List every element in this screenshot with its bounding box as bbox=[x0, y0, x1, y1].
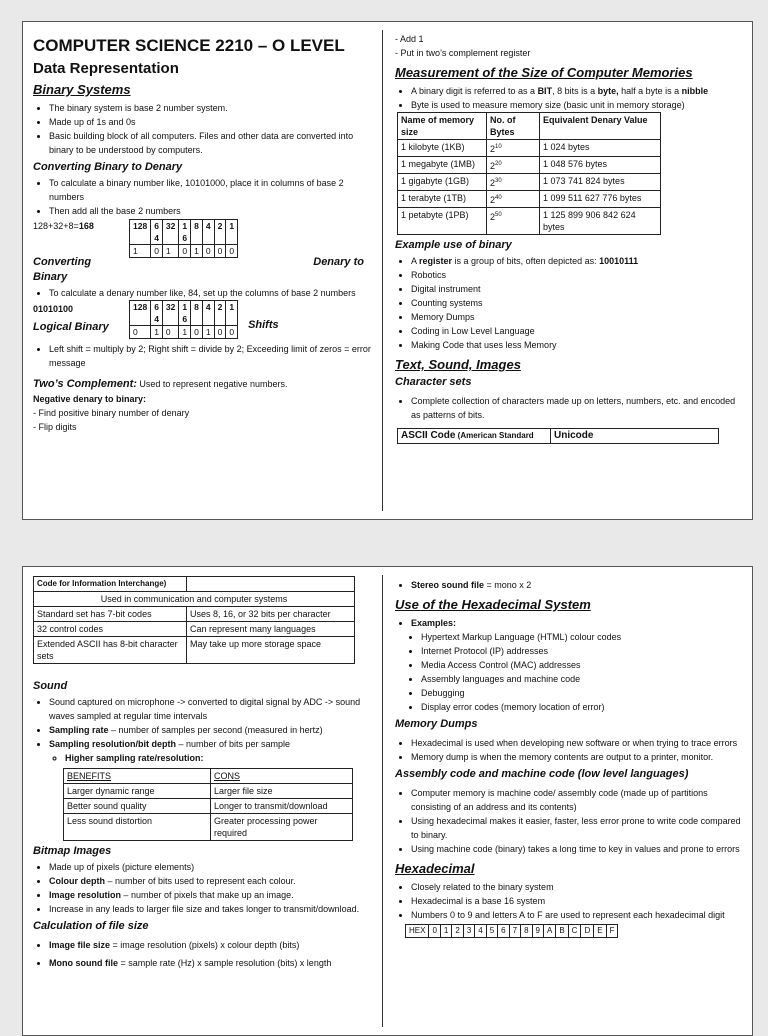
hex-cell: D bbox=[581, 925, 594, 938]
example-bullets bbox=[395, 254, 747, 352]
table-cell: Larger dynamic range bbox=[64, 784, 211, 799]
neg-heading: Negative denary to binary: bbox=[33, 394, 147, 404]
list-item: • Coding in Low Level Language bbox=[411, 324, 747, 338]
shifts-heading: Shifts bbox=[248, 319, 279, 331]
memory-heading: Measurement of the Size of Computer Memories bbox=[395, 65, 693, 80]
table-cell bbox=[487, 191, 540, 208]
table-cell: 8 bbox=[191, 220, 203, 245]
table-cell: 1 048 576 bytes bbox=[540, 157, 661, 174]
text-part: – number of pixels that make up an image. bbox=[121, 890, 294, 900]
page1-right-column bbox=[395, 22, 747, 519]
table-header-cell: No. of Bytes bbox=[487, 113, 540, 140]
text-part: Colour depth bbox=[49, 876, 105, 886]
conv-d2b-heading-cont: Binary bbox=[33, 271, 68, 283]
table-row bbox=[34, 607, 355, 622]
step-line: - Put in two’s complement register bbox=[395, 48, 531, 58]
logical-heading: Logical Binary bbox=[33, 321, 109, 333]
stereo-bullets bbox=[395, 578, 747, 592]
list-item bbox=[411, 84, 747, 98]
power-base: 2 bbox=[490, 195, 496, 205]
page2-left-column bbox=[33, 567, 378, 1035]
table-cell: 6 4 bbox=[151, 220, 163, 245]
hex-cell: 6 bbox=[498, 925, 509, 938]
hex-cell: 8 bbox=[521, 925, 532, 938]
dumps-bullets bbox=[395, 736, 747, 764]
list-item: • Left shift = multiply by 2; Right shift = divide by 2; Exceeding limit of zeros = error message bbox=[49, 342, 378, 370]
text-part: register bbox=[419, 256, 453, 266]
text-part: , 8 bits is a bbox=[552, 86, 598, 96]
table-cell: 1 kilobyte (1KB) bbox=[398, 140, 487, 157]
table-cell: 0 bbox=[226, 326, 238, 339]
twos-complement-line bbox=[33, 374, 378, 392]
example-heading: Example use of binary bbox=[395, 239, 512, 251]
text-part: nibble bbox=[681, 86, 709, 96]
binary-systems-heading: Binary Systems bbox=[33, 82, 131, 97]
bits-row bbox=[130, 326, 238, 339]
text-part: A binary digit is referred to as a bbox=[411, 86, 538, 96]
table-row bbox=[398, 429, 719, 444]
charset-heading: Character sets bbox=[395, 376, 472, 388]
table-cell: 0 bbox=[179, 245, 191, 258]
table-cell: 0 bbox=[202, 245, 214, 258]
table-cell: 1 125 899 906 842 624 bytes bbox=[540, 208, 661, 235]
list-item: • Complete collection of characters made up on letters, numbers, etc. and encoded as patterns of bits. bbox=[411, 394, 747, 422]
power-exponent: 10 bbox=[495, 144, 502, 150]
binary-table-1 bbox=[129, 219, 238, 258]
table-cell: 4 bbox=[202, 220, 214, 245]
table-cell: 1 099 511 627 776 bytes bbox=[540, 191, 661, 208]
list-item: • Numbers 0 to 9 and letters A to F are used to represent each hexadecimal digit bbox=[411, 908, 747, 922]
list-item: • Basic building block of all computers. Files and other data are converted into binary to be understood by computers. bbox=[49, 129, 378, 157]
table-cell: 32 bbox=[162, 301, 178, 326]
hex-cell: HEX bbox=[406, 925, 429, 938]
text-part: Image file size bbox=[49, 940, 111, 950]
step-line: - Add 1 bbox=[395, 34, 424, 44]
list-item: • Internet Protocol (IP) addresses bbox=[421, 644, 747, 658]
conv-b2d-heading: Converting Binary to Denary bbox=[33, 161, 183, 173]
table-cell: Can represent many languages bbox=[187, 622, 355, 637]
power-exponent: 30 bbox=[495, 178, 502, 184]
table-cell: Uses 8, 16, or 32 bits per character bbox=[187, 607, 355, 622]
calc-bullets bbox=[33, 938, 378, 970]
list-item: • The binary system is base 2 number system. bbox=[49, 101, 378, 115]
list-item: • Sound captured on microphone -> converted to digital signal by ADC -> sound waves sampled at regular time intervals bbox=[49, 695, 378, 723]
list-item: • Display error codes (memory location of error) bbox=[421, 700, 747, 714]
hex-cell: C bbox=[568, 925, 581, 938]
list-item: • Memory dump is when the memory contents are output to a printer, monitor. bbox=[411, 750, 747, 764]
binary-example-1 bbox=[33, 219, 378, 258]
power-exponent: 50 bbox=[495, 212, 502, 218]
text-part: = sample rate (Hz) x sample resolution (bits) x length bbox=[118, 958, 332, 968]
table-cell: Used in communication and computer systems bbox=[34, 592, 355, 607]
text-part: Sampling rate bbox=[49, 725, 109, 735]
list-item: • Made up of 1s and 0s bbox=[49, 115, 378, 129]
list-item bbox=[411, 254, 747, 268]
table-cell: Less sound distortion bbox=[64, 814, 211, 841]
table-header-row bbox=[398, 113, 661, 140]
list-item bbox=[411, 578, 747, 592]
binary-bullets bbox=[33, 101, 378, 157]
text-part: Image resolution bbox=[49, 890, 122, 900]
table-cell: 2 bbox=[214, 220, 226, 245]
list-item: • Hexadecimal is used when developing new software or when trying to trace errors bbox=[411, 736, 747, 750]
bits-row bbox=[130, 245, 238, 258]
list-item bbox=[49, 874, 378, 888]
list-item: • Using hexadecimal makes it easier, faster, less error prone to write code compared to binary. bbox=[411, 814, 747, 842]
step-line: - Find positive binary number of denary bbox=[33, 408, 190, 418]
table-cell: 4 bbox=[202, 301, 214, 326]
ascii-small: (American Standard bbox=[455, 431, 534, 440]
power-base: 2 bbox=[490, 212, 496, 222]
table-cell bbox=[398, 429, 551, 444]
section-title: Data Representation bbox=[33, 60, 179, 77]
list-item: • Hexadecimal is a base 16 system bbox=[411, 894, 747, 908]
text-part: byte, bbox=[597, 86, 619, 96]
text-part: – number of samples per second (measured in hertz) bbox=[108, 725, 323, 735]
list-item: • To calculate a binary number like, 10101000, place it in columns of base 2 numbers bbox=[49, 176, 378, 204]
memory-bullets bbox=[395, 84, 747, 112]
list-item: • Made up of pixels (picture elements) bbox=[49, 860, 378, 874]
table-cell: 1 megabyte (1MB) bbox=[398, 157, 487, 174]
table-cell: 0 bbox=[214, 326, 226, 339]
hex-cell: B bbox=[556, 925, 568, 938]
sum-prefix: 128+32+8= bbox=[33, 221, 79, 231]
table-cell: 0 bbox=[162, 326, 178, 339]
table-row bbox=[64, 814, 353, 841]
table-row bbox=[34, 637, 355, 664]
power-base: 2 bbox=[490, 144, 496, 154]
table-cell: 1 bbox=[151, 326, 163, 339]
table-cell: Extended ASCII has 8-bit character sets bbox=[34, 637, 187, 664]
sound-heading: Sound bbox=[33, 680, 68, 692]
binary-table-2 bbox=[129, 300, 238, 339]
hex-cell: 9 bbox=[532, 925, 543, 938]
power-exponent: 20 bbox=[495, 161, 502, 167]
text-part: is a group of bits, often depicted as: bbox=[452, 256, 600, 266]
text-part: – number of bits per sample bbox=[176, 739, 291, 749]
hex-use-heading: Use of the Hexadecimal System bbox=[395, 597, 591, 612]
list-item: • Increase in any leads to larger file size and takes longer to transmit/download. bbox=[49, 902, 378, 916]
list-item: • Closely related to the binary system bbox=[411, 880, 747, 894]
list-item: • Digital instrument bbox=[411, 282, 747, 296]
table-cell: 1 bbox=[226, 220, 238, 245]
text-part: A bbox=[411, 256, 420, 266]
table-row bbox=[398, 174, 661, 191]
list-item: • Hypertext Markup Language (HTML) colour codes bbox=[421, 630, 747, 644]
table-header-cell: CONS bbox=[211, 769, 353, 784]
memory-size-table bbox=[397, 112, 661, 235]
table-cell: 2 bbox=[214, 301, 226, 326]
table-cell: 1 bbox=[202, 326, 214, 339]
list-item: • Memory Dumps bbox=[411, 310, 747, 324]
table-cell bbox=[487, 140, 540, 157]
charset-bullets bbox=[395, 394, 747, 422]
bitmap-heading: Bitmap Images bbox=[33, 845, 112, 857]
ascii-unicode-table bbox=[33, 576, 355, 664]
list-item: • Media Access Control (MAC) addresses bbox=[421, 658, 747, 672]
example-2-labels bbox=[33, 286, 129, 336]
result-binary: 01010100 bbox=[33, 304, 74, 314]
list-item: • Making Code that uses less Memory bbox=[411, 338, 747, 352]
table-cell: 6 4 bbox=[151, 301, 163, 326]
list-item: • Assembly languages and machine code bbox=[421, 672, 747, 686]
table-cell: 1 024 bytes bbox=[540, 140, 661, 157]
table-cell: 1 terabyte (1TB) bbox=[398, 191, 487, 208]
sound-bullets bbox=[33, 695, 378, 765]
page-1 bbox=[22, 21, 753, 520]
table-cell: Standard set has 7-bit codes bbox=[34, 607, 187, 622]
table-row bbox=[398, 191, 661, 208]
hex-cell: 5 bbox=[486, 925, 497, 938]
table-header-row bbox=[64, 769, 353, 784]
list-item bbox=[49, 888, 378, 902]
table-cell: 0 bbox=[191, 326, 203, 339]
table-cell: 1 bbox=[179, 326, 191, 339]
table-header-cell: Name of memory size bbox=[398, 113, 487, 140]
text-sound-images-heading: Text, Sound, Images bbox=[395, 357, 521, 372]
table-cell: 8 bbox=[191, 301, 203, 326]
table-cell bbox=[487, 157, 540, 174]
list-item: • Using machine code (binary) takes a long time to key in values and prone to errors bbox=[411, 842, 747, 856]
hex-cell: 7 bbox=[509, 925, 520, 938]
table-cell: 1 bbox=[130, 245, 151, 258]
heading-part: Converting bbox=[33, 256, 92, 268]
hex-bullets bbox=[395, 880, 747, 922]
text-part: half a byte is a bbox=[618, 86, 682, 96]
table-cell: 1 bbox=[226, 301, 238, 326]
list-item: • Byte is used to measure memory size (basic unit in memory storage) bbox=[411, 98, 747, 112]
conv-b2d-bullets bbox=[33, 176, 378, 218]
hex-cell: A bbox=[543, 925, 555, 938]
table-cell: Larger file size bbox=[211, 784, 353, 799]
table-row bbox=[64, 784, 353, 799]
table-cell: Unicode bbox=[551, 429, 719, 444]
table-cell: 1 gigabyte (1GB) bbox=[398, 174, 487, 191]
text-part: BIT bbox=[537, 86, 553, 96]
list-item: • Then add all the base 2 numbers bbox=[49, 204, 378, 218]
list-item bbox=[49, 956, 378, 970]
bitmap-bullets bbox=[33, 860, 378, 916]
list-item: ◦ Higher sampling rate/resolution: bbox=[65, 751, 378, 765]
hex-cell: 3 bbox=[463, 925, 474, 938]
table-cell: 1 6 bbox=[179, 220, 191, 245]
list-item: • Robotics bbox=[411, 268, 747, 282]
list-item: • To calculate a denary number like, 84, set up the columns of base 2 numbers bbox=[49, 286, 378, 300]
hex-cell: 0 bbox=[429, 925, 440, 938]
list-item bbox=[49, 938, 378, 952]
hex-cell: E bbox=[594, 925, 606, 938]
ascii-unicode-table-header bbox=[397, 428, 719, 444]
dumps-heading: Memory Dumps bbox=[395, 718, 478, 730]
text-part: – number of bits used to represent each colour. bbox=[105, 876, 296, 886]
column-divider bbox=[382, 575, 383, 1027]
table-cell: 1 petabyte (1PB) bbox=[398, 208, 487, 235]
list-item: • Computer memory is machine code/ assembly code (made up of partitions consisting of an address and its contents) bbox=[411, 786, 747, 814]
table-header-cell: BENEFITS bbox=[64, 769, 211, 784]
table-cell: Greater processing power required bbox=[211, 814, 353, 841]
table-row bbox=[34, 592, 355, 607]
shift-bullets bbox=[33, 342, 378, 370]
document-title: COMPUTER SCIENCE 2210 – O LEVEL bbox=[33, 36, 345, 55]
text-part: Stereo sound file bbox=[411, 580, 485, 590]
table-cell: Code for Information Interchange) bbox=[34, 577, 187, 592]
table-cell bbox=[487, 208, 540, 235]
calc-heading: Calculation of file size bbox=[33, 920, 149, 932]
table-row bbox=[34, 622, 355, 637]
table-row bbox=[398, 208, 661, 235]
text-part: = image resolution (pixels) x colour depth (bits) bbox=[110, 940, 300, 950]
text-part: Sampling resolution/bit depth bbox=[49, 739, 176, 749]
list-item bbox=[49, 723, 378, 737]
page2-right-column bbox=[395, 567, 747, 1035]
power-exponent: 40 bbox=[495, 195, 502, 201]
examples-bullets bbox=[395, 616, 747, 630]
table-cell bbox=[187, 577, 355, 592]
hex-row bbox=[406, 925, 618, 938]
page1-left-column bbox=[33, 22, 378, 519]
text-part: 10010111 bbox=[599, 256, 639, 266]
sum-result: 168 bbox=[78, 221, 94, 231]
column-divider bbox=[382, 30, 383, 511]
text-part: Mono sound file bbox=[49, 958, 118, 968]
table-cell: 32 control codes bbox=[34, 622, 187, 637]
table-row bbox=[398, 157, 661, 174]
hex-heading: Hexadecimal bbox=[395, 861, 475, 876]
table-cell: 1 bbox=[191, 245, 203, 258]
table-cell: Longer to transmit/download bbox=[211, 799, 353, 814]
table-cell: 128 bbox=[130, 220, 151, 245]
list-item: • Examples: bbox=[411, 616, 747, 630]
table-cell: 32 bbox=[162, 220, 178, 245]
table-cell: 0 bbox=[130, 326, 151, 339]
asm-heading: Assembly code and machine code (low level languages) bbox=[395, 768, 689, 780]
table-cell: 1 073 741 824 bytes bbox=[540, 174, 661, 191]
hex-cell: 1 bbox=[440, 925, 451, 938]
list-item: • Debugging bbox=[421, 686, 747, 700]
power-base: 2 bbox=[490, 178, 496, 188]
hex-cell: F bbox=[606, 925, 618, 938]
table-row bbox=[64, 799, 353, 814]
hex-cell: 2 bbox=[452, 925, 463, 938]
place-value-row bbox=[130, 220, 238, 245]
hex-cell: 4 bbox=[475, 925, 486, 938]
table-cell: 128 bbox=[130, 301, 151, 326]
step-line: - Flip digits bbox=[33, 422, 77, 432]
twos-text: Used to represent negative numbers. bbox=[136, 379, 288, 389]
list-item: • Counting systems bbox=[411, 296, 747, 310]
sum-expression bbox=[33, 219, 129, 233]
asm-bullets bbox=[395, 786, 747, 856]
power-base: 2 bbox=[490, 161, 496, 171]
heading-part: Denary to bbox=[313, 256, 364, 268]
ascii-label: ASCII Code bbox=[401, 430, 456, 441]
text-part: = mono x 2 bbox=[484, 580, 532, 590]
table-cell: 1 bbox=[162, 245, 178, 258]
hex-table bbox=[405, 924, 618, 938]
table-cell: 1 6 bbox=[179, 301, 191, 326]
table-cell: 0 bbox=[226, 245, 238, 258]
table-cell bbox=[487, 174, 540, 191]
twos-heading: Two’s Complement: bbox=[33, 378, 137, 390]
sub-bullets bbox=[49, 751, 378, 765]
table-cell: 0 bbox=[151, 245, 163, 258]
table-row bbox=[34, 577, 355, 592]
place-value-row bbox=[130, 301, 238, 326]
table-cell: 0 bbox=[214, 245, 226, 258]
examples-sub-bullets bbox=[395, 630, 747, 714]
page-2 bbox=[22, 566, 753, 1036]
benefits-cons-table bbox=[63, 768, 353, 841]
table-cell: Better sound quality bbox=[64, 799, 211, 814]
table-cell: May take up more storage space bbox=[187, 637, 355, 664]
table-header-cell: Equivalent Denary Value bbox=[540, 113, 661, 140]
list-item bbox=[49, 737, 378, 765]
table-row bbox=[398, 140, 661, 157]
